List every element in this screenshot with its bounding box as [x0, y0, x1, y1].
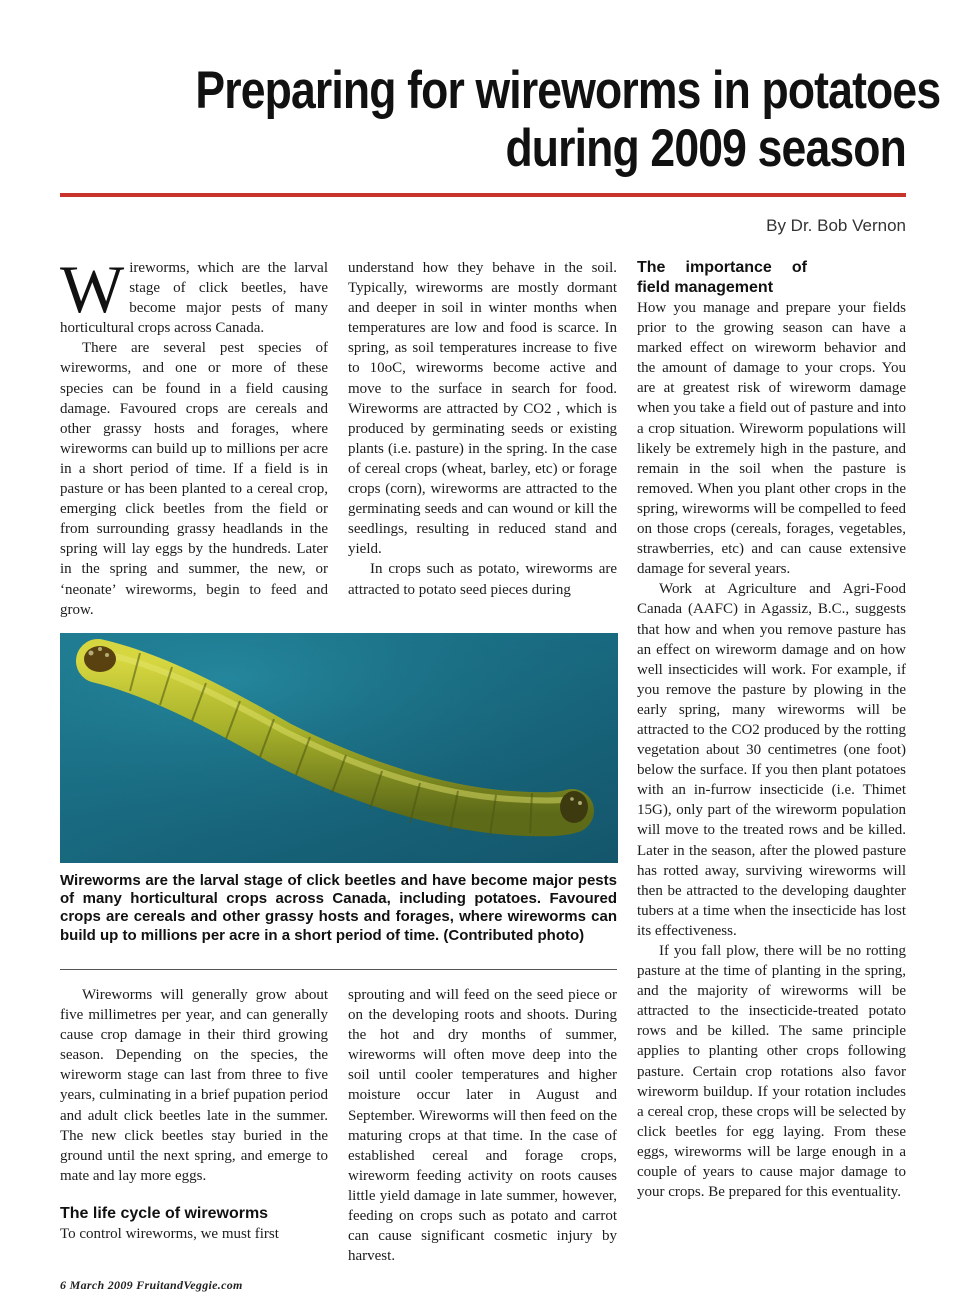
column-1-bottom: [60, 985, 328, 1244]
photo-caption: Wireworms are the larval stage of click beetles and have become major pests of many horticultural crops across Canada, including potatoes. Favoured crops are cereals and other grassy hosts and forages, where wireworms can build up to millions per acre in a short period of time. (Contributed photo): [60, 872, 617, 944]
paragraph: In crops such as potato, wireworms are attracted to potato seed pieces during: [348, 561, 617, 598]
title-divider: [60, 193, 906, 197]
page-footer: 6 March 2009 FruitandVeggie.com: [60, 1278, 243, 1292]
wireworm-photo: [60, 633, 618, 863]
intro-paragraph: [60, 251, 328, 338]
paragraph: If you fall plow, there will be no rotting pasture at the time of planting in the spring, and the majority of wireworms will be attracted to the insecticide-treated potato rows and be killed. The same principle applies to planting other crops following pasture. Certain crop rotations also favor wireworm buildup. If your rotation includes a cereal crop, these crops will be selected by click beetles for egg laying. From these eggs, wireworms will be large enough in a couple of years to cause major damage to your crops. Be prepared for this eventuality.: [637, 943, 906, 1201]
title-line-1: Preparing for wireworms in potatoes: [195, 61, 941, 120]
caption-divider: [60, 969, 617, 970]
paragraph: Work at Agriculture and Agri-Food Canada (AAFC) in Agassiz, B.C., suggests that how and when you remove pasture has an effect on wireworm damage and on how well insecticides will work. For example, if you remove the pasture by plowing in the early spring, many wireworms will be attracted to the CO2 produced by the rotting vegetation about 30 centimetres (one foot) below the surface. If you then plant potatoes with an in-furrow insecticide (i.e. Thimet 15G), only part of the wireworm population will move to the treated rows and be killed. Later in the season, after the plowed pasture has rotted away, surviving wireworms will then be attracted to the developing daughter tubers at a time when the insecticide has lost its effectiveness.: [637, 581, 906, 939]
article-title: [195, 61, 941, 178]
paragraph: understand how they behave in the soil. Typically, wireworms are mostly dormant and deeper in soil in winter months when temperatures are low and food is scarce. In spring, as soil temperatures increase to five to 10oC, wireworms become active and move to the surface in search for food. Wireworms are attracted by CO2 , which is produced by germinating seeds or existing plants (i.e. pasture) in the spring. In the case of cereal crops (wheat, barley, etc) or forage crops (corn), wireworms are attracted to the germinating seeds and can wound or kill the seedlings, resulting in reduced stand and yield.: [348, 260, 617, 558]
paragraph: To control wireworms, we must first: [60, 1225, 279, 1242]
drop-cap: W: [60, 251, 125, 327]
paragraph: sprouting and will feed on the seed piece or on the developing roots and shoots. During the hot and dry months of summer, wireworms will often move deep into the soil until cooler temperatures and higher moisture occur later in August and September. Wireworms will then feed on the maturing crops at that time. In the case of established cereal and forage crops, wireworm feeding activity on roots causes little yield damage in late summer, however, feeding on crops such as potato and carrot can cause significant cosmetic injury by harvest.: [348, 987, 617, 1265]
wireworm-illustration: [60, 633, 618, 863]
intro-text: ireworms, which are the larval stage of click beetles, have become major pests of many horticultural crops across Canada.: [60, 260, 328, 337]
paragraph: There are several pest species of wireworms, and one or more of these species can be found in a field causing damage. Favoured crops are cereals and other grassy hosts and forages, where wireworms can build up to millions per acre in a short period of time. If a field is in pasture or has been planted to a cereal crop, emerging click beetles from the field or from surrounding grassy headlands in the spring will lay eggs by the hundreds. Later in the spring and summer, the new, or ‘neonate’ wireworms, begin to feed and grow.: [60, 340, 328, 618]
section-heading-life-cycle: The life cycle of wireworms: [60, 1204, 269, 1222]
column-3: [637, 258, 906, 1202]
byline: By Dr. Bob Vernon: [766, 216, 906, 235]
column-2-bottom: [348, 985, 617, 1266]
paragraph: How you manage and prepare your fields prior to the growing season can have a marked effect on wireworm behavior and the amount of damage to your crops. You are at greatest risk of wireworm damage when you take a field out of pasture and into a crop situation. Wireworm populations will likely be extremely high in the pasture, and remain in the soil when the pasture is removed. When you plant other crops in the spring, wireworms will be compelled to feed on those crops (cereals, forages, vegetables, strawberries, etc) and can cause extensive damage for several years.: [637, 300, 906, 578]
column-1-top: [60, 251, 328, 620]
column-2-top: [348, 258, 617, 600]
title-line-2: during 2009 season: [505, 119, 906, 178]
section-heading-field-management: The importance of field management: [637, 259, 807, 296]
paragraph: Wireworms will generally grow about five millimetres per year, and can generally cause crop damage in their third growing season. Depending on the species, the wireworm stage can last from three to five years, culminating in a brief pupation period and adult click beetles late in the summer. The new click beetles stay buried in the ground until the next spring, and emerge to mate and lay more eggs.: [60, 987, 328, 1184]
